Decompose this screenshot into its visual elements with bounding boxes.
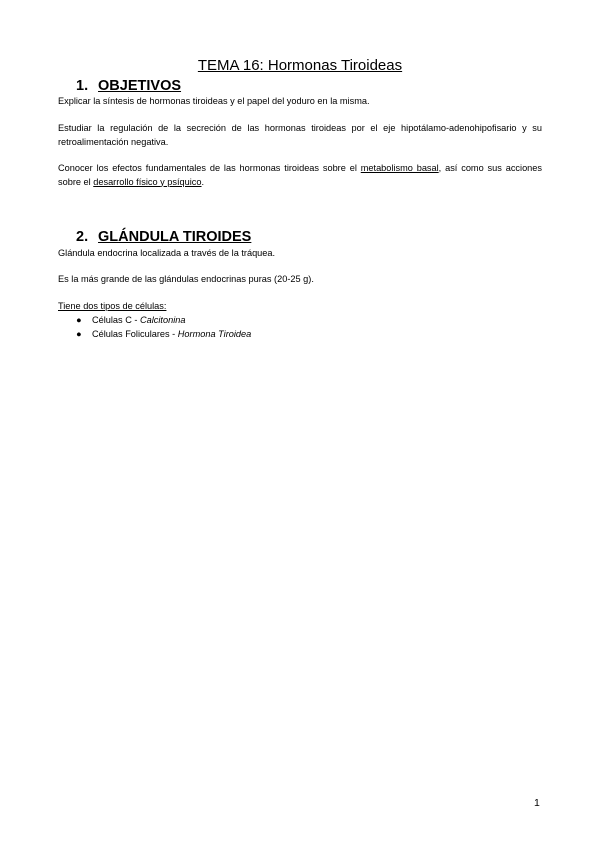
section-title: OBJETIVOS <box>98 78 182 94</box>
section-title: GLÁNDULA TIROIDES <box>98 229 252 245</box>
list-title-tipos-celulas: Tiene dos tipos de células: <box>58 301 167 311</box>
paragraph-glandula-localizacion: Glándula endocrina localizada a través de la tráquea. <box>58 248 276 258</box>
underlined-term-desarrollo: desarrollo físico y psíquico <box>93 176 202 187</box>
underlined-term-metabolismo: metabolismo basal <box>360 163 439 173</box>
section-number: 1. <box>76 78 89 94</box>
list-item-celulas-foliculares <box>76 328 251 340</box>
paragraph-glandula-tamano: Es la más grande de las glándulas endocrinas puras (20-25 g). <box>58 274 314 284</box>
list-item-celulas-c <box>76 314 185 326</box>
bullet-icon: ● <box>76 315 82 325</box>
list-item-label: Células C - <box>92 315 140 325</box>
text-segment: Conocer los efectos fundamentales de las hormonas tiroideas sobre el <box>58 163 361 173</box>
bullet-icon: ● <box>76 329 82 339</box>
document-title: TEMA 16: Hormonas Tiroideas <box>197 57 403 74</box>
paragraph-objetivo-sintesis: Explicar la síntesis de hormonas tiroideas y el papel del yoduro en la misma. <box>58 96 370 106</box>
text-segment: , así como sus acciones sobre el <box>58 163 542 187</box>
page-number: 1 <box>534 797 540 809</box>
text-segment: . <box>201 176 205 187</box>
section-heading-objetivos <box>76 78 181 94</box>
list-item-label: Células Foliculares - <box>92 329 178 339</box>
paragraph-objetivo-regulacion: Estudiar la regulación de la secreción de las hormonas tiroideas por el eje hipotálamo-adenohipofisario y su retroalimentación negativa. <box>58 123 542 147</box>
section-number: 2. <box>76 229 89 245</box>
paragraph-objetivo-efectos <box>58 162 542 189</box>
section-heading-glandula <box>76 229 251 245</box>
list-item-value: Hormona Tiroidea <box>177 329 252 339</box>
list-item-value: Calcitonina <box>140 315 186 325</box>
